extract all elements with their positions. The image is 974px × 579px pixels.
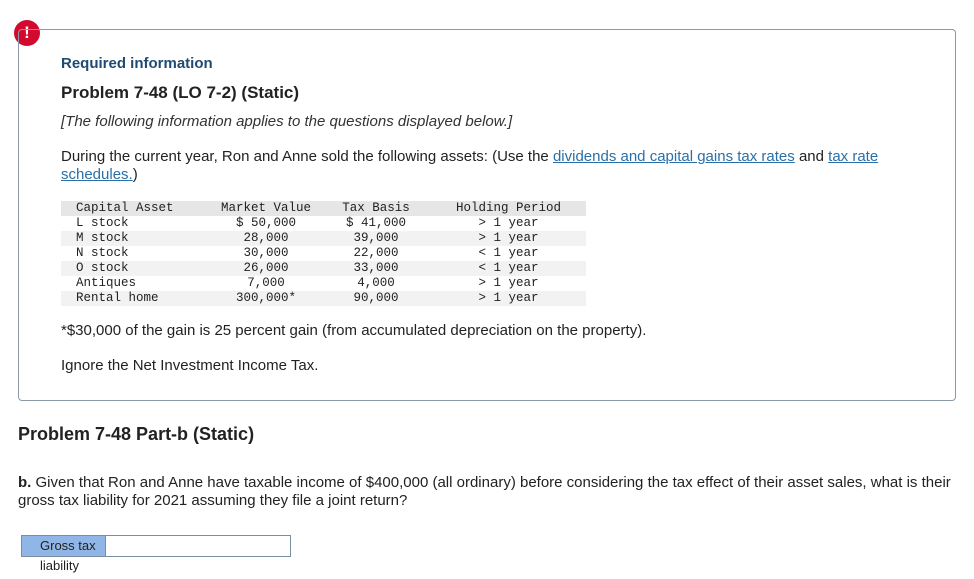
cell-market: 300,000* xyxy=(235,291,296,305)
intro-text: During the current year, Ron and Anne sold the following assets: (Use the xyxy=(61,148,553,165)
cell-period: < 1 year xyxy=(478,246,539,260)
cell-basis: 4,000 xyxy=(357,276,395,290)
cell-asset: Antiques xyxy=(76,276,137,290)
cell-asset: O stock xyxy=(76,261,129,275)
question-body: Given that Ron and Anne have taxable income of $400,000 (all ordinary) before considering the tax effect of their asset sales, what is their gross tax liability for 2021 assuming they file a joint return? xyxy=(18,474,951,509)
table-row xyxy=(61,291,586,306)
required-info-heading: Required information xyxy=(61,55,213,72)
intro-close: ) xyxy=(132,166,138,183)
table-row xyxy=(61,216,586,231)
col-header-basis: Tax Basis xyxy=(342,201,410,215)
cell-period: > 1 year xyxy=(478,291,539,305)
cell-basis: 39,000 xyxy=(353,231,399,245)
cell-basis: 22,000 xyxy=(353,246,399,260)
cell-market: 28,000 xyxy=(243,231,289,245)
col-header-market: Market Value xyxy=(220,201,311,215)
table-header-row xyxy=(61,201,586,216)
assets-table xyxy=(61,201,586,306)
table-row xyxy=(61,276,586,291)
col-header-period: Holding Period xyxy=(455,201,562,215)
cell-market: 30,000 xyxy=(243,246,289,260)
dividends-rates-link[interactable]: dividends and capital gains tax rates xyxy=(552,148,795,165)
niit-note: Ignore the Net Investment Income Tax. xyxy=(61,357,319,374)
col-header-asset: Capital Asset xyxy=(76,201,174,215)
intro-paragraph xyxy=(61,148,901,184)
cell-market: 26,000 xyxy=(243,261,289,275)
cell-basis: $ 41,000 xyxy=(345,216,406,230)
table-row xyxy=(61,246,586,261)
cell-asset: L stock xyxy=(76,216,129,230)
question-label: b. xyxy=(18,474,32,491)
cell-basis: 33,000 xyxy=(353,261,399,275)
cell-market: 7,000 xyxy=(247,276,285,290)
alert-icon: ! xyxy=(14,20,40,46)
tax-schedules-link[interactable]: tax rate schedules. xyxy=(61,148,879,183)
depreciation-footnote: *$30,000 of the gain is 25 percent gain (from accumulated depreciation on the property). xyxy=(61,322,647,339)
cell-period: > 1 year xyxy=(478,231,539,245)
answer-input-wrap xyxy=(105,536,290,556)
cell-asset: N stock xyxy=(76,246,129,260)
answer-row xyxy=(21,535,291,573)
table-row xyxy=(61,261,586,276)
cell-period: > 1 year xyxy=(478,276,539,290)
cell-period: > 1 year xyxy=(478,216,539,230)
problem-title: Problem 7-48 (LO 7-2) (Static) xyxy=(61,83,300,102)
cell-basis: 90,000 xyxy=(353,291,399,305)
table-row xyxy=(61,231,586,246)
part-title: Problem 7-48 Part-b (Static) xyxy=(18,424,255,444)
info-note: [The following information applies to the questions displayed below.] xyxy=(61,113,513,130)
cell-asset: Rental home xyxy=(76,291,159,305)
cell-period: < 1 year xyxy=(478,261,539,275)
gross-tax-liability-label: Gross tax liability xyxy=(22,536,105,556)
gross-tax-liability-input[interactable] xyxy=(105,536,290,556)
intro-and: and xyxy=(794,148,829,165)
cell-market: $ 50,000 xyxy=(235,216,296,230)
question-text xyxy=(18,474,958,510)
cell-asset: M stock xyxy=(76,231,129,245)
